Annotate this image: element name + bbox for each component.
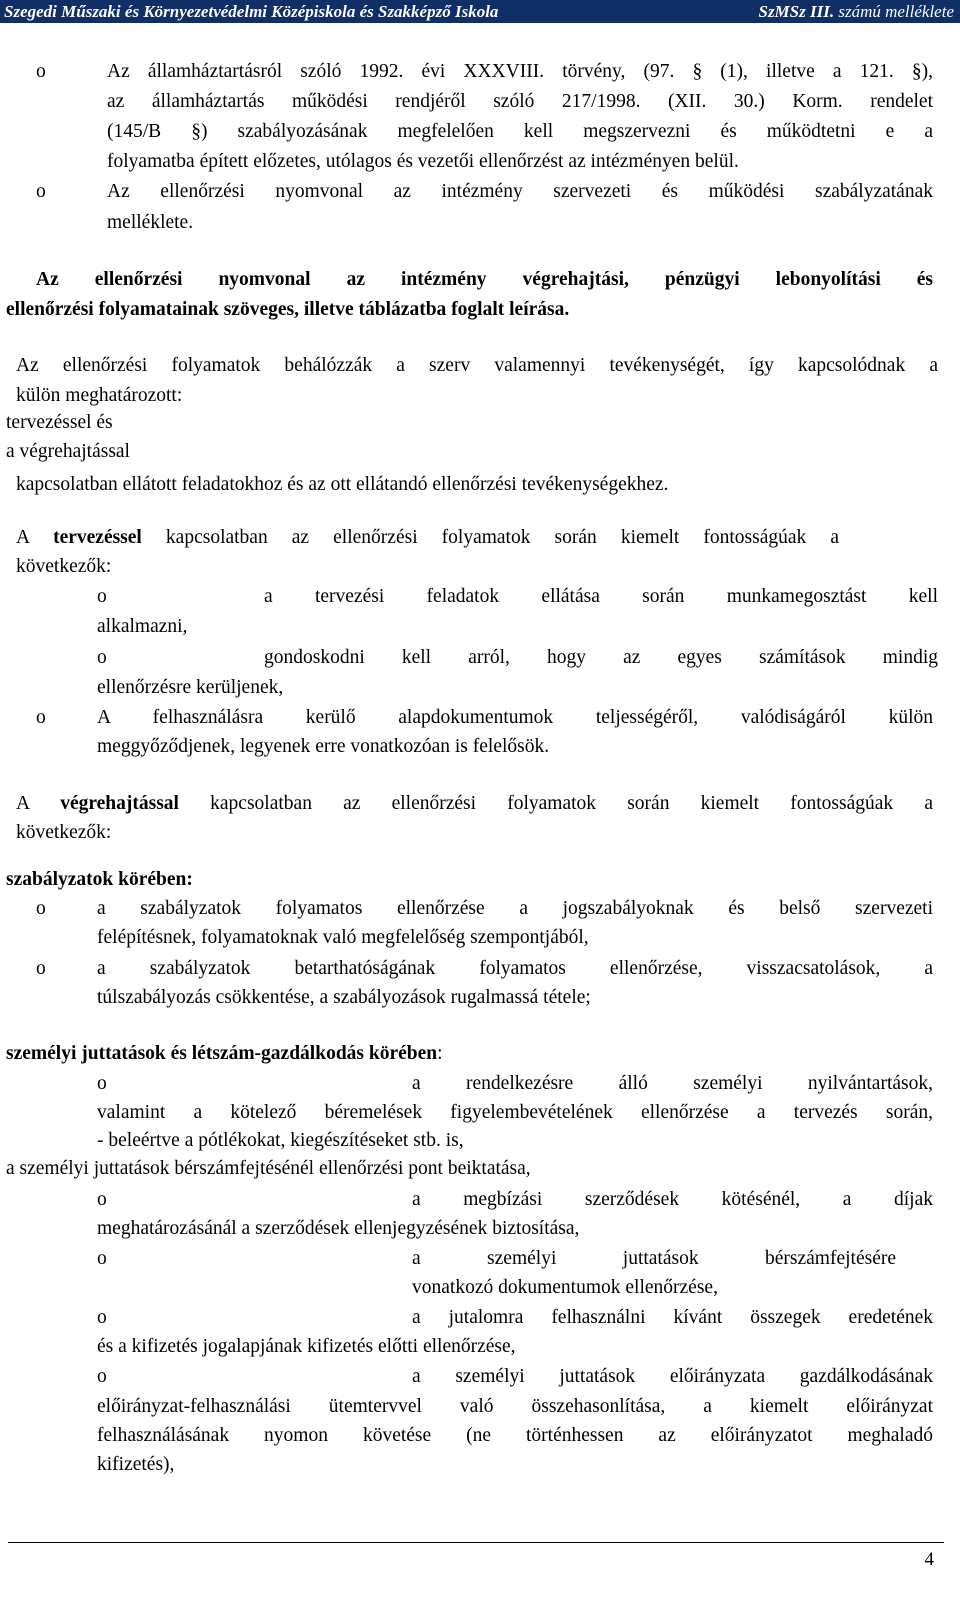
page-number: 4	[924, 1549, 934, 1570]
planning-item2-line1: gondoskodni kell arról, hogy az egyes számítások mindig	[264, 647, 938, 668]
personnel-item1-line2: valamint a kötelező béremelések figyelembevételének ellenőrzése a tervezés során,	[97, 1102, 933, 1123]
bullet-marker: o	[97, 1248, 107, 1269]
planning-intro-line1	[16, 525, 839, 551]
personnel-heading-bold: személyi juttatások és létszám-gazdálkodás körében	[6, 1043, 438, 1064]
page-header	[0, 0, 960, 23]
processes-line2: külön meghatározott:	[16, 385, 183, 406]
footer-divider	[8, 1542, 944, 1543]
annex-suffix: számú melléklete	[834, 2, 954, 21]
execution-intro-line1	[16, 791, 933, 817]
planning-item3-line1: A felhasználásra kerülő alapdokumentumok teljességéről, valódiságáról külön	[97, 707, 933, 728]
execution-intro-rest: kapcsolatban az ellenőrzési folyamatok során kiemelt fontosságúak a	[178, 793, 933, 814]
bullet-marker: o	[97, 1366, 107, 1387]
execution-intro-bold: végrehajtással	[60, 793, 179, 814]
personnel-item4-line1: a jutalomra felhasználni kívánt összegek eredetének	[412, 1307, 933, 1328]
personnel-item2-line2: meghatározásánál a szerződések ellenjegyzésének biztosítása,	[97, 1218, 580, 1239]
intro-item1-line3: (145/B §) szabályozásának megfelelően kell megszervezni és működtetni e a	[107, 121, 933, 142]
planning-item1-line1: a tervezési feladatok ellátása során munkamegosztást kell	[264, 586, 938, 607]
execution-intro-a: A	[16, 793, 61, 814]
personnel-item1-line1: a rendelkezésre álló személyi nyilvántartások,	[412, 1073, 933, 1094]
intro-item1-line1: Az államháztartásról szóló 1992. évi XXXVIII. törvény, (97. § (1), illetve a 121. §),	[107, 61, 933, 82]
planning-item3-line2: meggyőződjenek, legyenek erre vonatkozóan is felelősök.	[97, 736, 550, 757]
personnel-item3-line1: a személyi juttatások bérszámfejtésére	[412, 1248, 896, 1269]
bullet-marker: o	[97, 1307, 107, 1328]
intro-item2-line1: Az ellenőrzési nyomvonal az intézmény szervezeti és működési szabályzatának	[107, 181, 933, 202]
processes-line4: a végrehajtással	[6, 441, 130, 462]
personnel-item5-line1: a személyi juttatások előirányzata gazdálkodásának	[412, 1366, 933, 1387]
planning-intro-line2: következők:	[16, 556, 112, 577]
annex-code: SzMSz III.	[758, 2, 835, 21]
planning-intro-bold: tervezéssel	[53, 527, 142, 548]
personnel-heading	[6, 1041, 443, 1067]
bullet-marker: o	[36, 958, 46, 979]
planning-item2-line2: ellenőrzésre kerüljenek,	[97, 677, 284, 698]
planning-intro-a: A	[16, 527, 54, 548]
bullet-marker: o	[36, 707, 46, 728]
bullet-marker: o	[97, 586, 107, 607]
personnel-heading-colon: :	[437, 1043, 443, 1064]
intro-item2-line2: melléklete.	[107, 212, 194, 233]
bullet-marker: o	[36, 181, 46, 202]
planning-item1-line2: alkalmazni,	[97, 616, 188, 637]
bullet-marker: o	[97, 647, 107, 668]
bullet-marker: o	[36, 61, 46, 82]
bullet-marker: o	[97, 1189, 107, 1210]
execution-intro-line2: következők:	[16, 822, 112, 843]
personnel-item2-line1: a megbízási szerződések kötésénél, a díjak	[412, 1189, 933, 1210]
processes-line5: kapcsolatban ellátott feladatokhoz és az ott ellátandó ellenőrzési tevékenységekhez.	[16, 474, 669, 495]
bullet-marker: o	[36, 898, 46, 919]
processes-line3: tervezéssel és	[6, 412, 113, 433]
regulations-item1-line1: a szabályzatok folyamatos ellenőrzése a jogszabályoknak és belső szervezeti	[97, 898, 933, 919]
section-heading-line1: Az ellenőrzési nyomvonal az intézmény végrehajtási, pénzügyi lebonyolítási és	[36, 269, 933, 290]
regulations-item2-line2: túlszabályozás csökkentése, a szabályozások rugalmassá tétele;	[97, 987, 591, 1008]
regulations-heading: szabályzatok körében:	[6, 869, 193, 890]
personnel-item4-line2: és a kifizetés jogalapjának kifizetés előtti ellenőrzése,	[97, 1336, 516, 1357]
regulations-item2-line1: a szabályzatok betarthatóságának folyamatos ellenőrzése, visszacsatolások, a	[97, 958, 933, 979]
payroll-line: a személyi juttatások bérszámfejtésénél ellenőrzési pont beiktatása,	[6, 1158, 531, 1179]
intro-item1-line2: az államháztartás működési rendjéről szóló 217/1998. (XII. 30.) Korm. rendelet	[107, 91, 933, 112]
planning-intro-rest: kapcsolatban az ellenőrzési folyamatok során kiemelt fontosságúak a	[141, 527, 839, 548]
personnel-item5-line3: felhasználásának nyomon követése (ne történhessen az előirányzatot meghaladó	[97, 1425, 933, 1446]
regulations-item1-line2: felépítésnek, folyamatoknak való megfelelőség szempontjából,	[97, 927, 589, 948]
personnel-item3-line2: vonatkozó dokumentumok ellenőrzése,	[412, 1277, 718, 1298]
personnel-item5-line2: előirányzat-felhasználási ütemtervvel való összehasonlítása, a kiemelt előirányzat	[97, 1396, 933, 1417]
annex-label	[758, 0, 954, 23]
intro-item1-line4: folyamatba épített előzetes, utólagos és vezetői ellenőrzést az intézményen belül.	[107, 151, 739, 172]
school-name: Szegedi Műszaki és Környezetvédelmi Középiskola és Szakképző Iskola	[4, 2, 499, 21]
personnel-item5-line4: kifizetés),	[97, 1454, 175, 1475]
processes-line1: Az ellenőrzési folyamatok behálózzák a szerv valamennyi tevékenységét, így kapcsolódnak a	[16, 355, 938, 376]
section-heading-line2: ellenőrzési folyamatainak szöveges, illetve táblázatba foglalt leírása.	[6, 299, 570, 320]
personnel-item1-line3: - beleértve a pótlékokat, kiegészítéseket stb. is,	[97, 1130, 464, 1151]
bullet-marker: o	[97, 1073, 107, 1094]
